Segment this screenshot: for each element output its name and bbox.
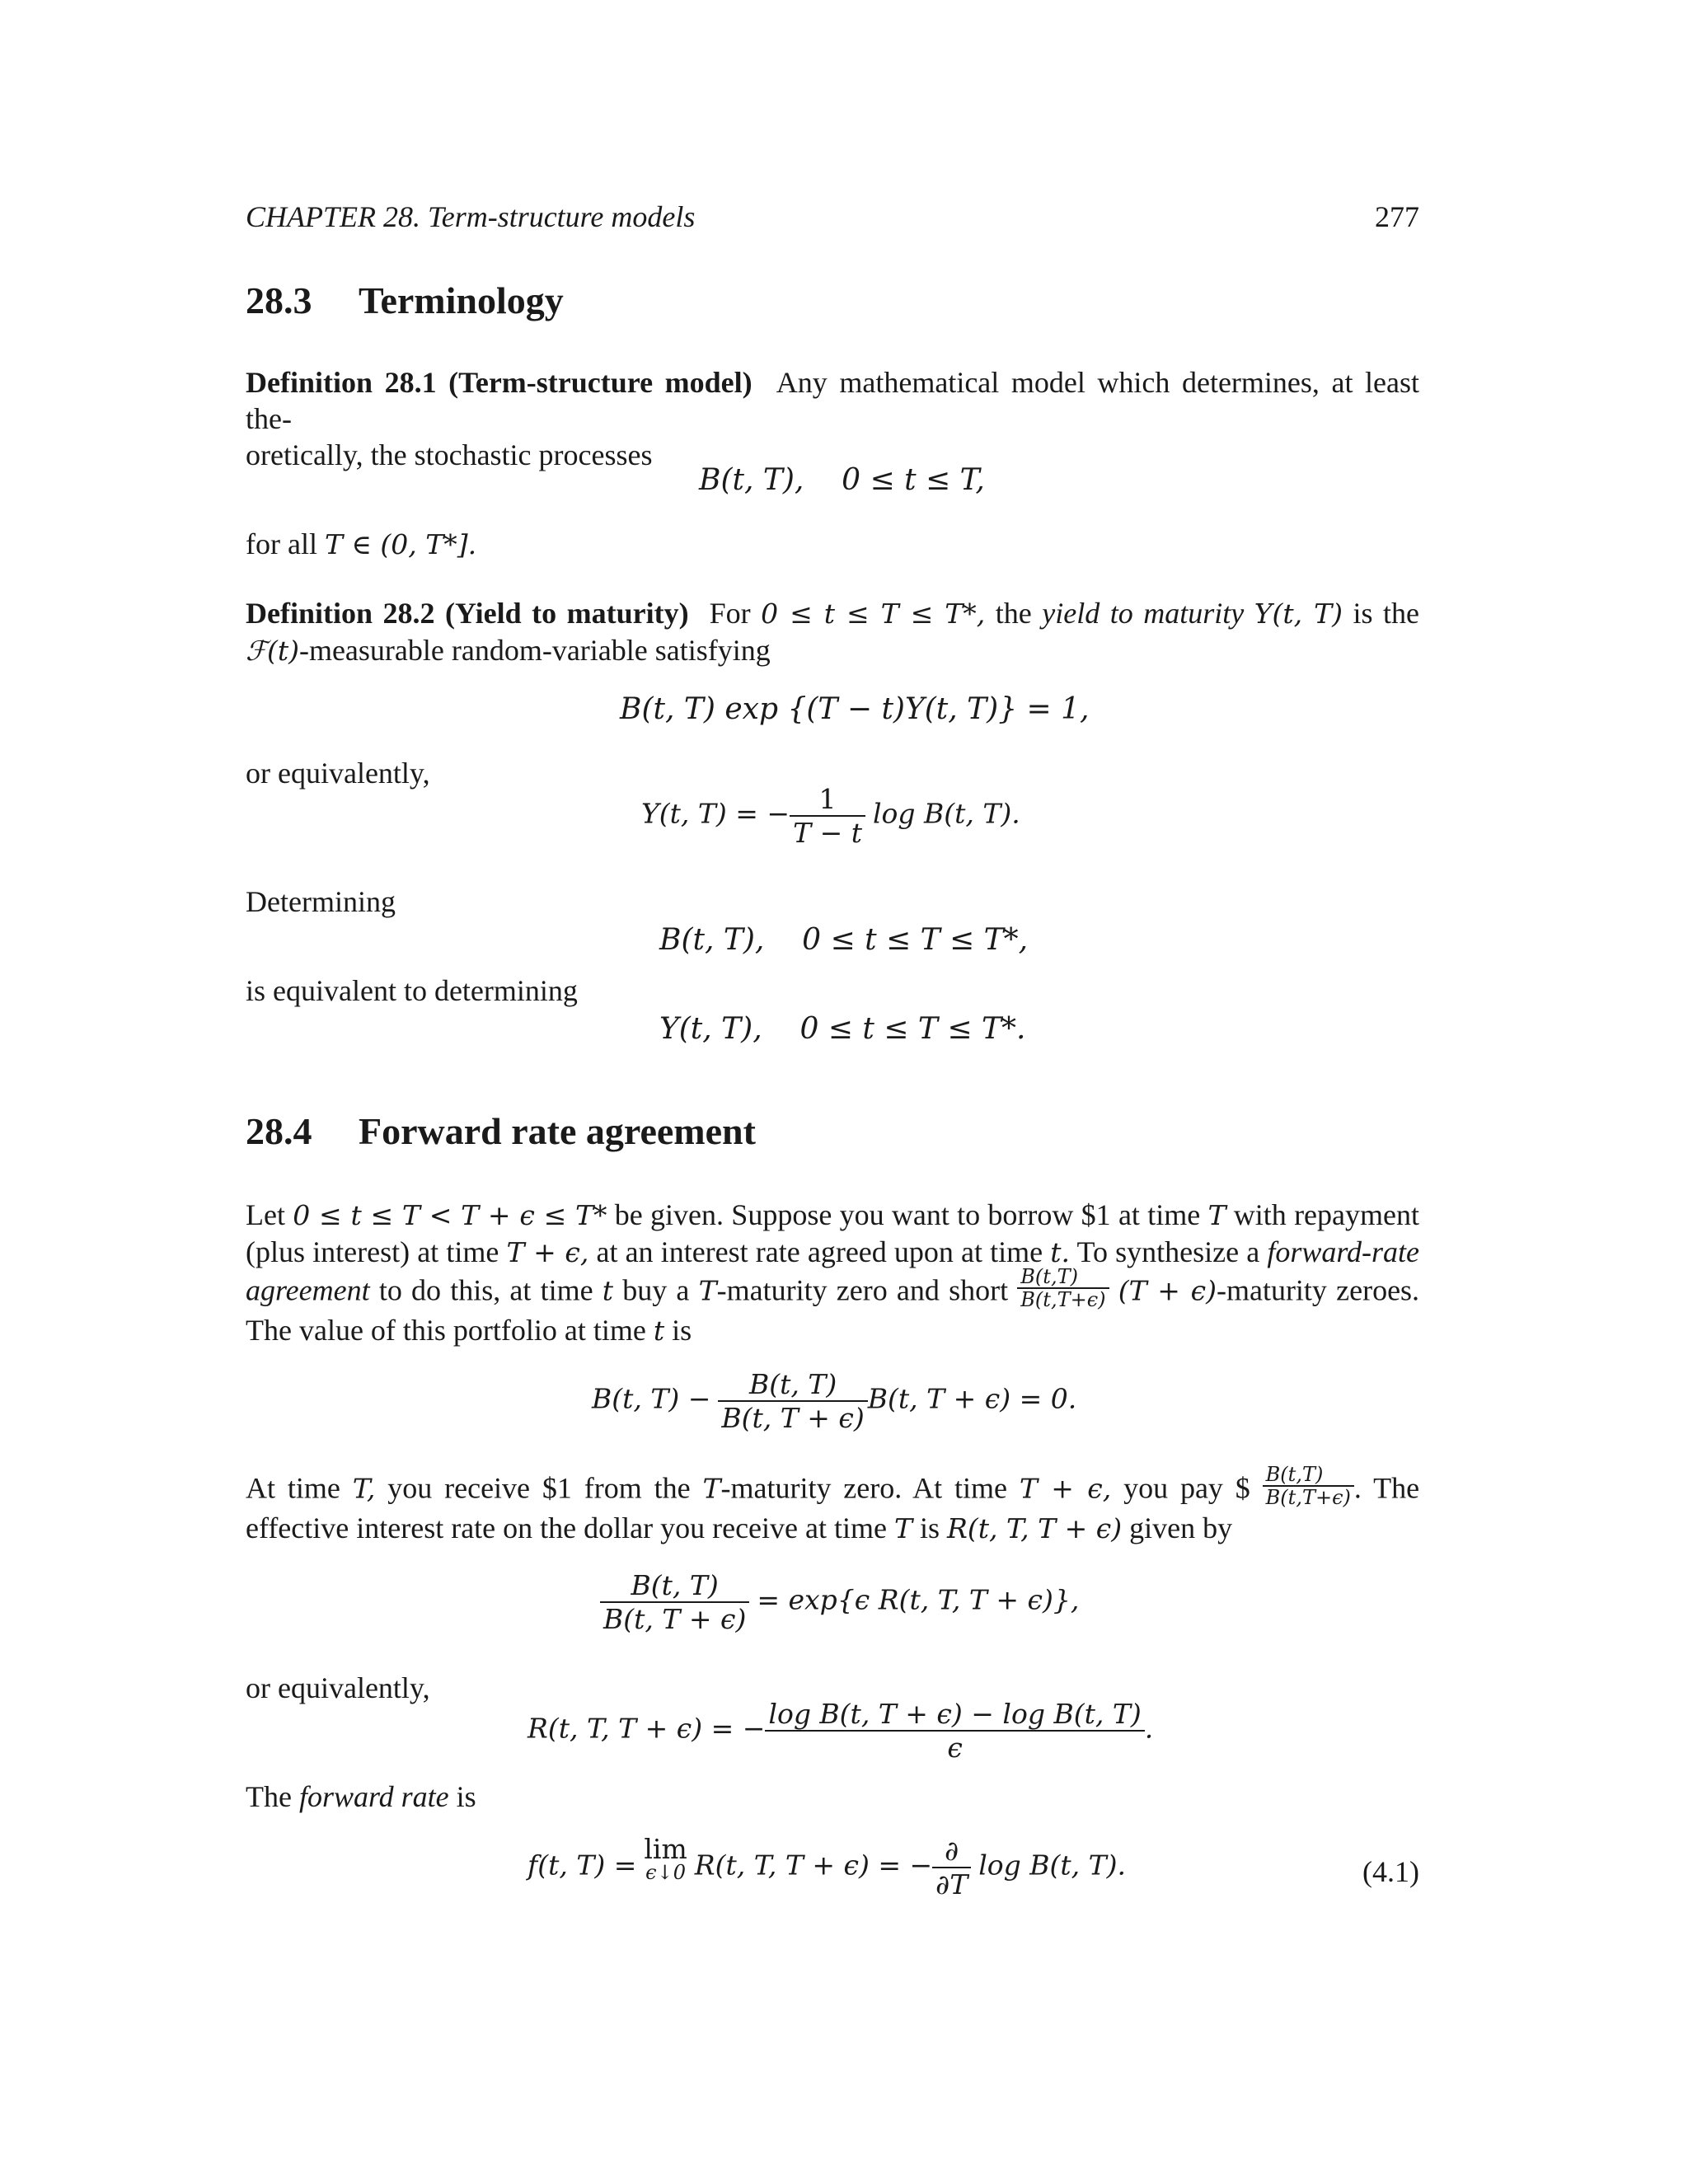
inline-fraction bbox=[1017, 1266, 1109, 1310]
text: you receive $1 from the bbox=[387, 1471, 691, 1505]
text: The bbox=[246, 1780, 292, 1813]
fraction bbox=[932, 1835, 971, 1900]
equation-number: (4.1) bbox=[1362, 1855, 1419, 1888]
text-for: For bbox=[709, 597, 751, 630]
fraction-denominator: ∂T bbox=[935, 1868, 968, 1900]
term-agreement: agreement bbox=[246, 1273, 370, 1307]
definition-28-1 bbox=[246, 364, 1419, 473]
equation-y-range: Y(t, T), 0 ≤ t ≤ T ≤ T*. bbox=[659, 1012, 1026, 1046]
math-T: T bbox=[698, 1274, 717, 1307]
or-equivalently-1: or equivalently, bbox=[246, 757, 430, 790]
fra-paragraph-2 bbox=[246, 1463, 1420, 1547]
text: -maturity zero. At time bbox=[720, 1471, 1007, 1505]
term-forward-rate: forward rate bbox=[298, 1780, 449, 1813]
text: buy a bbox=[622, 1273, 690, 1307]
text: to do this, at time bbox=[378, 1273, 593, 1307]
fraction-numerator: B(t,T) bbox=[1263, 1464, 1354, 1487]
fraction-numerator: B(t, T) bbox=[600, 1569, 749, 1603]
definition-28-2 bbox=[246, 595, 1419, 669]
section-number: 28.3 bbox=[246, 279, 312, 321]
fraction bbox=[790, 783, 865, 849]
text: is bbox=[456, 1780, 476, 1813]
fraction-denominator: B(t,T+ϵ) bbox=[1265, 1486, 1351, 1509]
text: is bbox=[672, 1314, 692, 1347]
math-T: T bbox=[702, 1472, 721, 1505]
section-title: Forward rate agreement bbox=[359, 1110, 756, 1152]
text: To synthesize a bbox=[1076, 1235, 1260, 1268]
math-t: t bbox=[653, 1315, 665, 1347]
running-head bbox=[246, 199, 695, 234]
text: . The bbox=[1353, 1471, 1420, 1505]
inline-fraction bbox=[1263, 1464, 1354, 1508]
fraction-denominator: ϵ bbox=[947, 1732, 963, 1764]
fraction bbox=[600, 1569, 749, 1635]
equation-yield-log bbox=[641, 783, 1020, 849]
text: given by bbox=[1129, 1511, 1233, 1544]
text: At time bbox=[246, 1471, 340, 1505]
for-all-text: for all bbox=[246, 527, 317, 560]
text: you pay $ bbox=[1123, 1471, 1250, 1505]
math-condition: 0 ≤ t ≤ T < T + ϵ ≤ T* bbox=[293, 1199, 607, 1231]
text: (plus interest) at time bbox=[246, 1235, 499, 1268]
definition-text-2: oretically, the stochastic processes bbox=[246, 438, 653, 471]
fraction-denominator: B(t,T+ϵ) bbox=[1020, 1288, 1106, 1311]
section-heading-28-4 bbox=[246, 1109, 756, 1153]
definition-label: Definition 28.2 (Yield to maturity) bbox=[246, 597, 689, 630]
fraction-numerator: B(t, T) bbox=[718, 1368, 867, 1402]
eq-rhs: log B(t, T). bbox=[978, 1849, 1127, 1882]
fraction-numerator: ∂ bbox=[932, 1835, 971, 1868]
text: -maturity zero and short bbox=[716, 1273, 1009, 1307]
eq-end: . bbox=[1144, 1712, 1154, 1745]
fraction-numerator: 1 bbox=[790, 783, 865, 817]
fraction bbox=[718, 1368, 867, 1434]
equation-forward-rate bbox=[528, 1835, 1126, 1900]
text: at an interest rate agreed upon at time bbox=[596, 1235, 1043, 1268]
eq-rhs: = exp{ϵ R(t, T, T + ϵ)}, bbox=[757, 1583, 1080, 1616]
math-filtration: ℱ(t) bbox=[246, 635, 299, 667]
eq-lhs: R(t, T, T + ϵ) = − bbox=[528, 1712, 766, 1745]
term-forward-rate: forward-rate bbox=[1267, 1235, 1420, 1268]
section-number: 28.4 bbox=[246, 1110, 312, 1152]
or-equivalently-2: or equivalently, bbox=[246, 1671, 430, 1704]
limit-text: lim bbox=[644, 1833, 687, 1865]
text: effective interest rate on the dollar you receive at time bbox=[246, 1511, 887, 1544]
math-T: T, bbox=[352, 1472, 376, 1505]
math-T: T bbox=[893, 1512, 912, 1544]
math-yield-symbol: Y(t, T) bbox=[1254, 598, 1343, 630]
math-T-eps: T + ϵ, bbox=[506, 1236, 589, 1268]
limit bbox=[644, 1835, 687, 1882]
term-yield-to-maturity: yield to maturity bbox=[1042, 597, 1245, 630]
text-the: the bbox=[995, 597, 1032, 630]
text: with repayment bbox=[1233, 1198, 1419, 1231]
eq-lhs: f(t, T) = bbox=[528, 1849, 637, 1882]
fraction-denominator: T − t bbox=[793, 817, 862, 849]
math-T: T bbox=[1207, 1199, 1226, 1231]
determining-text: Determining bbox=[246, 885, 396, 918]
text: is bbox=[920, 1511, 940, 1544]
definition-text-2: -measurable random-variable satisfying bbox=[298, 634, 771, 667]
text: Let bbox=[246, 1198, 285, 1231]
equation-portfolio-value bbox=[592, 1368, 1076, 1434]
math-T-eps: T + ϵ, bbox=[1019, 1472, 1112, 1505]
eq-rhs: log B(t, T). bbox=[872, 797, 1020, 830]
math-T-eps: (T + ϵ) bbox=[1118, 1274, 1217, 1307]
math-R: R(t, T, T + ϵ) bbox=[947, 1512, 1123, 1544]
equivalent-text: is equivalent to determining bbox=[246, 974, 578, 1007]
section-title: Terminology bbox=[359, 279, 564, 321]
forward-rate-intro bbox=[246, 1779, 476, 1815]
fraction bbox=[765, 1698, 1144, 1764]
text: be given. Suppose you want to borrow $1 at time bbox=[614, 1198, 1201, 1231]
text: -maturity zeroes. bbox=[1216, 1273, 1420, 1307]
eq-lhs: Y(t, T) = − bbox=[641, 797, 790, 830]
section-heading-28-3 bbox=[246, 279, 564, 322]
equation-R-definition bbox=[528, 1698, 1153, 1764]
math-t: t bbox=[602, 1274, 614, 1307]
text-is-the: is the bbox=[1353, 597, 1419, 630]
for-all-math: T ∈ (0, T*]. bbox=[324, 528, 477, 560]
text: The value of this portfolio at time bbox=[246, 1314, 646, 1347]
equation-yield-definition: B(t, T) exp {(T − t)Y(t, T)} = 1, bbox=[620, 692, 1090, 726]
eq-rhs: B(t, T + ϵ) = 0. bbox=[867, 1382, 1077, 1415]
fraction-denominator: B(t, T + ϵ) bbox=[603, 1603, 747, 1635]
fra-paragraph bbox=[246, 1197, 1419, 1349]
equation-b-range: B(t, T), 0 ≤ t ≤ T ≤ T*, bbox=[659, 923, 1029, 957]
definition-label: Definition 28.1 (Term-structure model) bbox=[246, 366, 753, 399]
math-t: t. bbox=[1050, 1236, 1071, 1268]
fraction-numerator: log B(t, T + ϵ) − log B(t, T) bbox=[765, 1698, 1144, 1732]
for-all-line bbox=[246, 526, 476, 563]
eq-mid: R(t, T, T + ϵ) = − bbox=[694, 1849, 933, 1882]
equation-effective-rate bbox=[600, 1569, 1079, 1635]
fraction-denominator: B(t, T + ϵ) bbox=[721, 1402, 865, 1434]
eq-lhs: B(t, T) − bbox=[592, 1382, 711, 1415]
running-head-text: CHAPTER 28. Term-structure models bbox=[246, 200, 696, 233]
math-condition: 0 ≤ t ≤ T ≤ T*, bbox=[761, 598, 986, 630]
equation-b-process: B(t, T), 0 ≤ t ≤ T, bbox=[699, 463, 985, 497]
definition-text: Any mathematical model which determines, at least the- bbox=[246, 366, 1420, 435]
limit-subscript: ϵ↓0 bbox=[645, 1861, 686, 1884]
page-number: 277 bbox=[1375, 200, 1419, 233]
fraction-numerator: B(t,T) bbox=[1017, 1266, 1109, 1289]
